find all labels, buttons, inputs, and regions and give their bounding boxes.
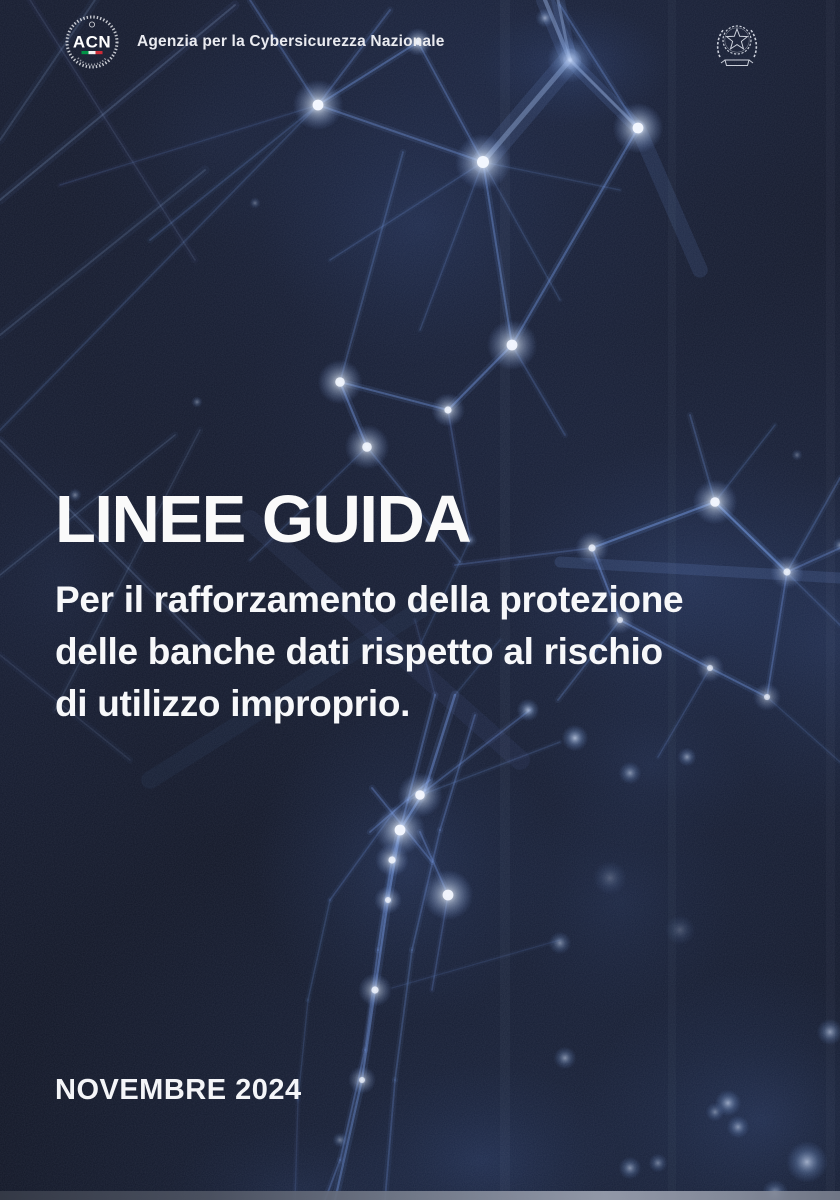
header <box>64 14 445 70</box>
title-block <box>55 482 684 730</box>
cover-subtitle <box>55 574 683 730</box>
acn-acronym: ACN <box>72 32 112 52</box>
cover-date: NOVEMBRE 2024 <box>55 1074 302 1106</box>
subtitle-line-1: Per il rafforzamento della protezione <box>55 579 684 620</box>
scan-page-edge <box>0 1191 840 1200</box>
acn-logo-seal-icon <box>64 14 120 70</box>
tricolor-white <box>89 51 96 54</box>
tricolor-red <box>96 51 103 54</box>
cover-title: LINEE GUIDA <box>55 482 471 557</box>
tricolor-green <box>82 51 89 54</box>
agency-name: Agenzia per la Cybersicurezza Nazionale <box>137 33 445 50</box>
italy-republic-emblem-icon <box>712 19 762 71</box>
subtitle-line-2: delle banche dati rispetto al rischio <box>55 631 663 672</box>
subtitle-line-3: di utilizzo improprio. <box>55 683 411 724</box>
